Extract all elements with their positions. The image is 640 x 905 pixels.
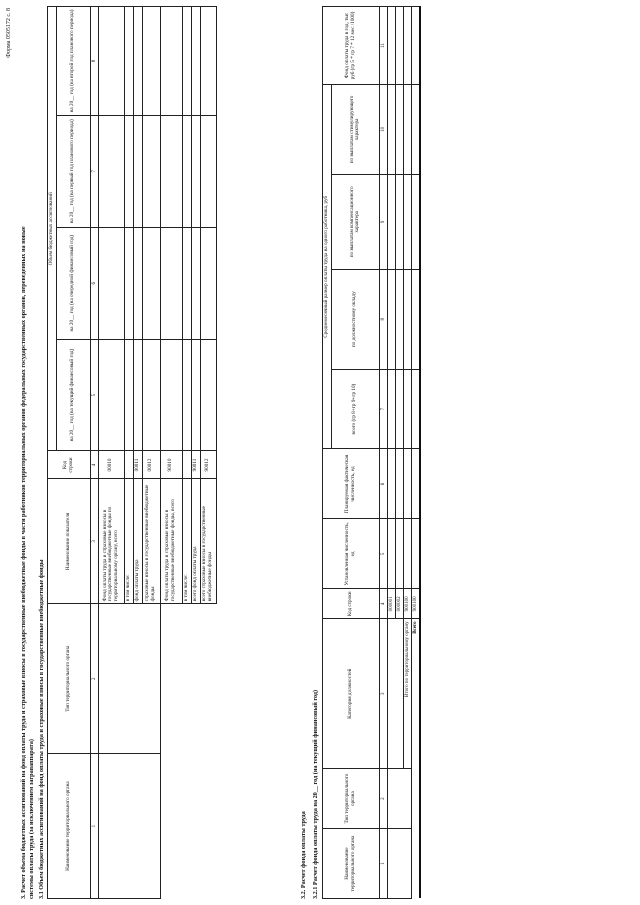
- value-cell: [182, 339, 191, 451]
- col-indicator: Наименование показателя: [48, 479, 91, 604]
- blank-cell: [191, 604, 200, 899]
- row-code: 900100: [411, 589, 420, 619]
- col-num: 9: [379, 174, 387, 269]
- value-cell: [142, 339, 160, 451]
- col-num: 4: [379, 589, 387, 619]
- value-cell: [142, 115, 160, 227]
- value-cell: [411, 7, 420, 85]
- value-cell: [387, 7, 395, 85]
- table-row: [160, 7, 182, 899]
- col-num: 3: [379, 619, 387, 769]
- row-label: Фонд оплаты труда и страховые взносы в государственные внебюджетные фонды по территориальному органу, всего: [98, 479, 124, 604]
- value-cell: [133, 227, 142, 339]
- value-cell: [411, 519, 420, 589]
- col-num: 7: [379, 369, 387, 449]
- col-year-plan2: на 20__ год (на второй год планового периода): [56, 7, 90, 116]
- allocation-table: [47, 6, 217, 899]
- value-cell: [133, 115, 142, 227]
- column-number-row: [379, 7, 387, 899]
- col-planned: Планируемая фактическая численность, ед: [323, 449, 380, 519]
- value-cell: [411, 174, 420, 269]
- col-total: всего (гр 8+гр 9+гр 10): [331, 369, 379, 449]
- value-cell: [160, 227, 182, 339]
- value-cell: [395, 519, 403, 589]
- col-code: Код строки: [48, 451, 91, 479]
- col-num: 1: [379, 829, 387, 899]
- row-label: всего страховые взносы в государственные внебюджетные фонды: [200, 479, 216, 604]
- section3-title-line1: 3. Расчет объема бюджетных ассигнований на фонд оплаты труда и страховые взносы в государственные внебюджетные фонды в части работников территориальных органов федеральных государственных органов, переведенных на новые: [20, 226, 27, 899]
- value-cell: [395, 269, 403, 369]
- value-cell: [182, 115, 191, 227]
- col-year-plan1: на 20__ год (на первый год планового периода): [56, 115, 90, 227]
- table-row: [200, 7, 216, 899]
- value-cell: [403, 269, 411, 369]
- value-cell: [387, 369, 395, 449]
- col-salary: по должностному окладу: [331, 269, 379, 369]
- col-num: 11: [379, 7, 387, 85]
- col-fund: Фонд оплаты труда в год, тыс руб (гр 5 * гр 7 * 12 мес /1000): [323, 7, 380, 85]
- category-cell: [387, 619, 403, 769]
- value-cell: [387, 449, 395, 519]
- value-cell: [191, 339, 200, 451]
- table-row: [191, 7, 200, 899]
- value-cell: [411, 369, 420, 449]
- col-stim: по выплатам стимулирующего характера: [331, 84, 379, 174]
- row-code: 000002: [395, 589, 403, 619]
- row-code: 00011: [133, 451, 142, 479]
- value-cell: [403, 519, 411, 589]
- value-cell: [411, 269, 420, 369]
- form-code: Форма 0505172 с. 8: [6, 8, 12, 58]
- col-num: 4: [90, 451, 98, 479]
- col-num: 8: [379, 269, 387, 369]
- value-cell: [387, 84, 395, 174]
- row-code: [124, 451, 133, 479]
- org-name-cell: [98, 754, 160, 899]
- value-cell: [395, 174, 403, 269]
- value-cell: [191, 227, 200, 339]
- value-cell: [98, 339, 124, 451]
- table-row: [411, 7, 420, 899]
- value-cell: [200, 115, 216, 227]
- value-cell: [133, 7, 142, 116]
- org-name-cell: [387, 829, 411, 899]
- col-num: 8: [90, 7, 98, 116]
- col-num: 2: [90, 604, 98, 754]
- row-code: 00012: [142, 451, 160, 479]
- row-code: 90010: [160, 451, 182, 479]
- col-name-org: Наименование территориального органа: [323, 829, 380, 899]
- row-label: Фонд оплаты труда и страховые взносы в государственные внебюджетные фонды, всего: [160, 479, 182, 604]
- value-cell: [403, 369, 411, 449]
- value-cell: [160, 339, 182, 451]
- col-staff: Установленная численность, ед: [323, 519, 380, 589]
- value-cell: [387, 174, 395, 269]
- org-type-cell: [387, 769, 411, 829]
- value-cell: [160, 7, 182, 116]
- row-code: 000001: [387, 589, 395, 619]
- col-num: 2: [379, 769, 387, 829]
- value-cell: [403, 449, 411, 519]
- value-cell: [387, 269, 395, 369]
- col-year-next: на 20__ год (на очередной финансовый год): [56, 227, 90, 339]
- org-type-cell: [98, 604, 160, 754]
- row-code: 90011: [191, 451, 200, 479]
- col-num: 6: [90, 227, 98, 339]
- row-label: в том числе:: [182, 479, 191, 604]
- row-label: страховые взносы в государственные внебюджетные фонды: [142, 479, 160, 604]
- col-code: Код строки: [323, 589, 380, 619]
- value-cell: [403, 84, 411, 174]
- value-cell: [191, 7, 200, 116]
- row-code: 00010: [98, 451, 124, 479]
- value-cell: [160, 115, 182, 227]
- table-row: [182, 7, 191, 899]
- column-number-row: [90, 7, 98, 899]
- row-label: в том числе:: [124, 479, 133, 604]
- value-cell: [395, 84, 403, 174]
- value-cell: [395, 369, 403, 449]
- col-name-org: Наименование территориального органа: [48, 754, 91, 899]
- col-num: 10: [379, 84, 387, 174]
- col-num: 7: [90, 115, 98, 227]
- value-cell: [124, 339, 133, 451]
- value-cell: [133, 339, 142, 451]
- value-cell: [200, 227, 216, 339]
- value-cell: [403, 174, 411, 269]
- value-cell: [411, 84, 420, 174]
- section3-title-line2: системы оплаты труда (за исключением заграваппарата): [28, 739, 35, 899]
- value-cell: [200, 339, 216, 451]
- table-row: [387, 7, 395, 899]
- col-num: 5: [90, 339, 98, 451]
- col-num: 5: [379, 519, 387, 589]
- value-cell: [395, 449, 403, 519]
- col-num: 3: [90, 479, 98, 604]
- col-avg-group: Среднемесячный размер оплаты труда на одного работника, руб: [323, 84, 332, 449]
- blank-cell: [200, 604, 216, 899]
- value-cell: [98, 115, 124, 227]
- total-org-label: Итого по территориальному органу: [403, 619, 411, 769]
- col-type-org: Тип территориального органа: [48, 604, 91, 754]
- value-cell: [200, 7, 216, 116]
- table-row: [403, 7, 411, 899]
- col-type-org: Тип территориального органа: [323, 769, 380, 829]
- value-cell: [387, 519, 395, 589]
- value-cell: [98, 227, 124, 339]
- payroll-table: [322, 6, 421, 899]
- value-cell: [142, 7, 160, 116]
- value-cell: [182, 7, 191, 116]
- row-code: 90012: [200, 451, 216, 479]
- col-num: 6: [379, 449, 387, 519]
- value-cell: [124, 7, 133, 116]
- blank-cell: [160, 604, 182, 899]
- value-cell: [182, 227, 191, 339]
- row-label: фонд оплаты труда: [133, 479, 142, 604]
- section32-title: 3.2. Расчет фонда оплаты труда: [300, 811, 307, 899]
- value-cell: [142, 227, 160, 339]
- section31-title: 3.1 Объем бюджетных ассигнований на фонд оплаты труда и страховые взносы в государственные внебюджетные фонды: [38, 559, 45, 899]
- col-num: 1: [90, 754, 98, 899]
- value-cell: [191, 115, 200, 227]
- value-cell: [411, 449, 420, 519]
- value-cell: [124, 227, 133, 339]
- col-year-current: на 20__ год (на текущий финансовый год): [56, 339, 90, 451]
- col-group-allocations: Объем бюджетных ассигнований: [48, 7, 57, 452]
- row-code: 900100: [403, 589, 411, 619]
- blank-cell: [182, 604, 191, 899]
- value-cell: [124, 115, 133, 227]
- table-row: [98, 7, 124, 899]
- value-cell: [98, 7, 124, 116]
- col-category: Категория должностей: [323, 619, 380, 769]
- col-comp: по выплатам компенсационного характера: [331, 174, 379, 269]
- section321-title: 3.2.1 Расчет фонда оплаты труда на 20__ год (на текущий финансовый год): [312, 689, 319, 899]
- total-label: Всего: [411, 619, 420, 899]
- value-cell: [403, 7, 411, 85]
- row-code: [182, 451, 191, 479]
- value-cell: [395, 7, 403, 85]
- row-label: всего фонд оплаты труда: [191, 479, 200, 604]
